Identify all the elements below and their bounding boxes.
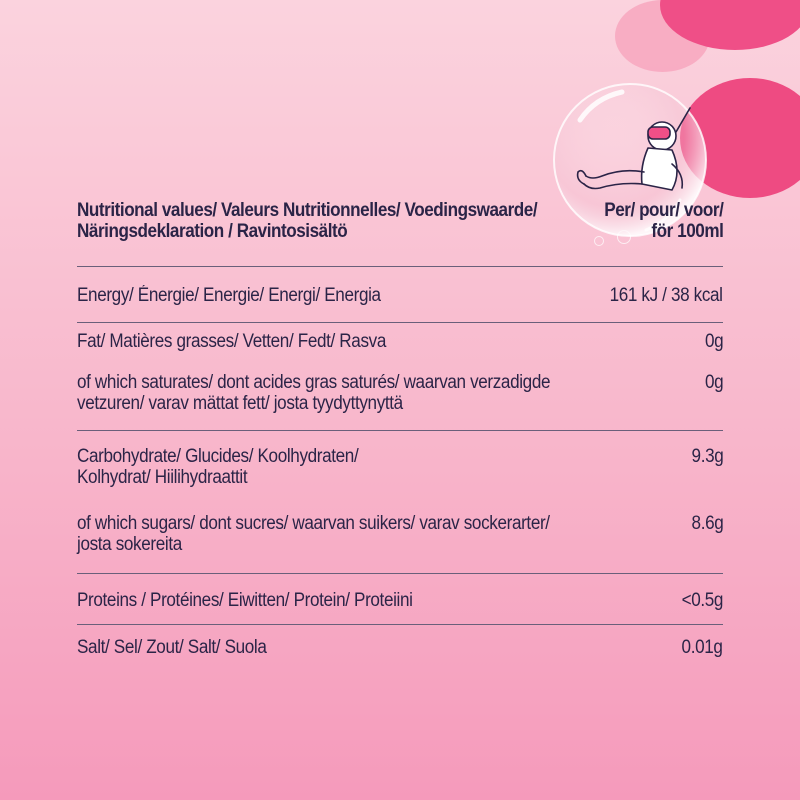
header-unit-line1: Per/ pour/ voor/ bbox=[603, 200, 723, 221]
row-label-line2: vetzuren/ varav mättat fett/ josta tyydyttynyttä bbox=[77, 393, 403, 414]
header-unit-line2: för 100ml bbox=[651, 221, 723, 242]
table-row bbox=[77, 331, 723, 352]
divider bbox=[77, 624, 723, 625]
row-label: Fat/ Matières grasses/ Vetten/ Fedt/ Rasva bbox=[77, 331, 386, 352]
table-row bbox=[77, 446, 723, 488]
row-value: 0g bbox=[704, 372, 723, 393]
row-label-line1: Carbohydrate/ Glucides/ Koolhydraten/ bbox=[77, 446, 359, 467]
row-label: Salt/ Sel/ Zout/ Salt/ Suola bbox=[77, 637, 267, 658]
row-value: 161 kJ / 38 kcal bbox=[609, 285, 723, 306]
header-label-line1: Nutritional values/ Valeurs Nutritionnelles/ Voedingswaarde/ bbox=[77, 200, 538, 221]
divider bbox=[77, 573, 723, 574]
row-label: Proteins / Protéines/ Eiwitten/ Protein/ Proteiini bbox=[77, 590, 413, 611]
table-row bbox=[77, 372, 723, 414]
divider bbox=[77, 322, 723, 323]
row-value: 9.3g bbox=[691, 446, 723, 467]
table-row bbox=[77, 590, 723, 611]
divider bbox=[77, 430, 723, 431]
row-value: <0.5g bbox=[681, 590, 723, 611]
header-label-line2: Näringsdeklaration / Ravintosisältö bbox=[77, 221, 348, 242]
table-row bbox=[77, 513, 723, 555]
divider bbox=[77, 266, 723, 267]
row-value: 0.01g bbox=[682, 637, 723, 658]
row-label-line2: Kolhydrat/ Hiilihydraattit bbox=[77, 467, 248, 488]
row-value: 8.6g bbox=[691, 513, 723, 534]
table-row bbox=[77, 637, 723, 658]
row-label-line2: josta sokereita bbox=[77, 534, 182, 555]
row-label: Energy/ Énergie/ Energie/ Energi/ Energia bbox=[77, 285, 381, 306]
row-value: 0g bbox=[704, 331, 723, 352]
row-label-line1: of which sugars/ dont sucres/ waarvan suikers/ varav sockerarter/ bbox=[77, 513, 550, 534]
table-row bbox=[77, 285, 723, 306]
row-label-line1: of which saturates/ dont acides gras saturés/ waarvan verzadigde bbox=[77, 372, 551, 393]
